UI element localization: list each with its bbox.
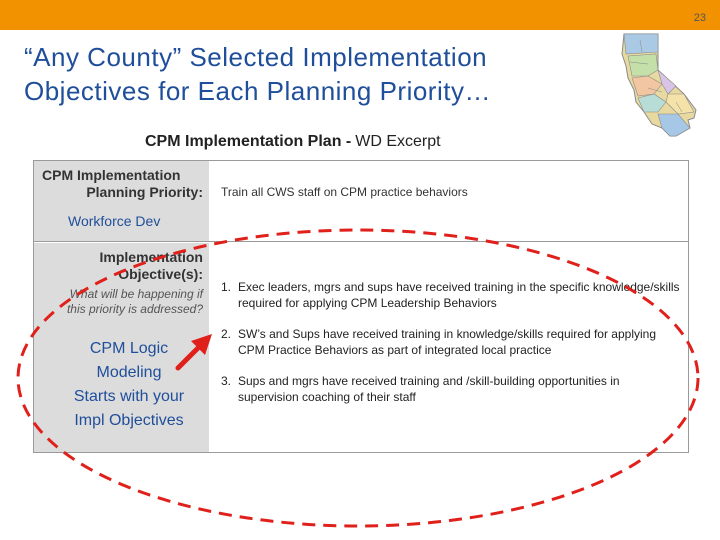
objective-text: Exec leaders, mgrs and sups have received training in the specific knowledge/skills required for applying CPM Leadership Behaviors <box>238 280 680 310</box>
objective-question-line-1: What will be happening if <box>69 287 203 301</box>
slide-number: 23 <box>693 12 706 24</box>
objective-number: 3. <box>221 374 232 388</box>
dashed-oval-annotation <box>18 230 698 526</box>
callout-line-2: Modeling <box>96 364 162 381</box>
title-line-1: “Any County” Selected Implementation <box>24 42 488 72</box>
objective-number: 2. <box>221 327 232 341</box>
objective-label-line-1: Implementation <box>99 249 203 265</box>
plan-header-excerpt: WD Excerpt <box>355 133 441 150</box>
plan-header-title: CPM Implementation Plan - <box>145 133 352 150</box>
objective-text: SW’s and Sups have received training in knowledge/skills required for applying CPM Practice Behaviors as part of integrated local practice <box>238 327 657 357</box>
objective-label-line-2: Objective(s): <box>118 266 203 282</box>
callout-line-1: CPM Logic <box>89 340 169 357</box>
objective-question-line-2: this priority is addressed? <box>66 302 203 316</box>
red-arrow-icon <box>178 334 212 368</box>
priority-label-line-2: Planning Priority: <box>86 184 203 200</box>
priority-text: Train all CWS staff on CPM practice behaviors <box>221 185 468 199</box>
callout-line-3: Starts with your <box>73 388 185 405</box>
priority-value: Workforce Dev <box>68 213 161 229</box>
callout-line-4: Impl Objectives <box>74 412 184 429</box>
objective-number: 1. <box>221 280 232 294</box>
priority-label-line-1: CPM Implementation <box>42 167 181 183</box>
objective-text: Sups and mgrs have received training and /skill-building opportunities in supervision coaching of their staff <box>238 374 620 404</box>
title-line-2: Objectives for Each Planning Priority… <box>24 76 491 106</box>
